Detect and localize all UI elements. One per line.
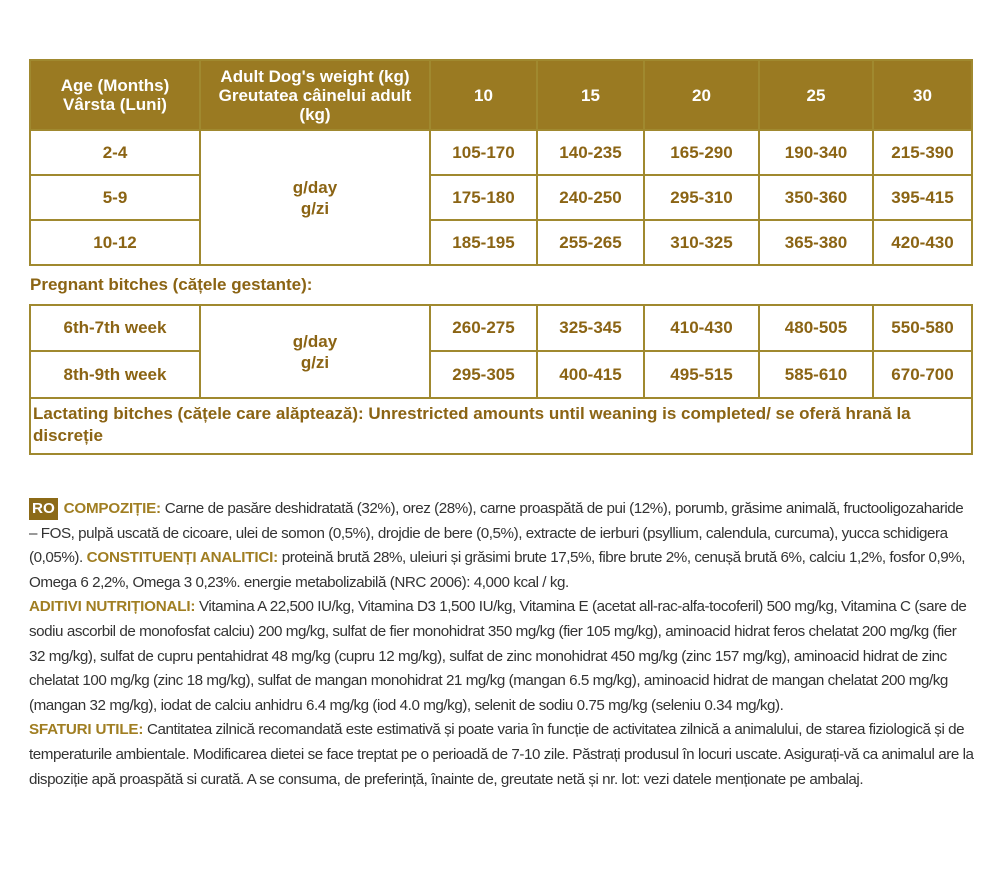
feeding-table-section	[29, 59, 971, 455]
tips-paragraph	[29, 718, 975, 792]
header-age: Age (Months) Vârsta (Luni)	[30, 60, 200, 130]
table-row	[30, 305, 972, 351]
value-cell: 190-340	[759, 130, 873, 175]
additives-text: Vitamina A 22,500 IU/kg, Vitamina D3 1,500 IU/kg, Vitamina E (acetat all-rac-alfa-tocoferil) 500 mg/kg, Vitamina C (sare de sodiu ascorbil de monofosfat calciu) 200 mg/kg, sulfat de fier monohidrat 350 mg/kg (fier 105 mg/kg), aminoacid hidrat feros chelatat 200 mg/kg (fier 32 mg/kg), sulfat de cupru pentahidrat 48 mg/kg (cupru 12 mg/kg), sulfat de zinc monohidrat 450 mg/kg (zinc 157 mg/kg), aminoacid hidrat de zinc chelatat 100 mg/kg (zinc 18 mg/kg), sulfat de mangan monohidrat 21 mg/kg (mangan 6.5 mg/kg), aminoacid hidrat de mangan chelatat 200 mg/kg (mangan 32 mg/kg), iodat de calciu anhidru 6.4 mg/kg (iod 4.0 mg/kg), selenit de sodiu 0.75 mg/kg (seleniu 0.34 mg/kg).	[29, 598, 967, 714]
age-cell: 6th-7th week	[30, 305, 200, 351]
pregnant-title: Pregnant bitches (cățele gestante):	[30, 265, 972, 305]
tips-heading: SFATURI UTILE:	[29, 721, 144, 739]
tips-text: Cantitatea zilnică recomandată este estimativă și poate varia în funcție de activitatea zilnică a animalului, de starea fiziologică și de temperaturile ambientale. Modificarea dietei se face treptat pe o perioadă de 7-10 zile. Păstrați produsul în locuri uscate. Asigurați-vă ca animalul are la dispoziție apă proaspătă si curată. A se consuma, de preferință, înainte de, greutate netă și nr. lot: vezi datele menționate pe ambalaj.	[29, 721, 974, 788]
header-weight-15: 15	[537, 60, 644, 130]
unit-cell: g/day g/zi	[200, 305, 430, 398]
additives-paragraph	[29, 595, 975, 718]
table-row	[30, 175, 972, 220]
value-cell: 215-390	[873, 130, 972, 175]
constituents-text: proteină brută 28%, uleiuri și grăsimi brute 17,5%, fibre brute 2%, cenușă brută 6%, calciu 1,2%, fosfor 0,9%, Omega 6 2,2%, Omega 3 0,23%. energie metabolizabilă (NRC 2006): 4,000 kcal / kg.	[29, 549, 966, 591]
header-weight-20: 20	[644, 60, 759, 130]
value-cell: 350-360	[759, 175, 873, 220]
value-cell: 255-265	[537, 220, 644, 265]
unit-cell: g/day g/zi	[200, 130, 430, 265]
age-cell: 10-12	[30, 220, 200, 265]
value-cell: 185-195	[430, 220, 537, 265]
lactating-note: Lactating bitches (cățele care alăptează): Unrestricted amounts until weaning is completed/ se oferă hrană la discreție	[30, 398, 972, 454]
header-weight-10: 10	[430, 60, 537, 130]
composition-paragraph	[29, 497, 975, 595]
header-weight: Adult Dog's weight (kg) Greutatea câinelui adult (kg)	[200, 60, 430, 130]
additives-heading: ADITIVI NUTRIȚIONALI:	[29, 598, 196, 616]
table-row	[30, 351, 972, 398]
pregnant-title-row	[30, 265, 972, 305]
value-cell: 260-275	[430, 305, 537, 351]
language-badge: RO	[29, 498, 58, 520]
age-cell: 5-9	[30, 175, 200, 220]
value-cell: 670-700	[873, 351, 972, 398]
value-cell: 585-610	[759, 351, 873, 398]
age-cell: 2-4	[30, 130, 200, 175]
table-header-row	[30, 60, 972, 130]
value-cell: 365-380	[759, 220, 873, 265]
header-weight-30: 30	[873, 60, 972, 130]
age-cell: 8th-9th week	[30, 351, 200, 398]
value-cell: 400-415	[537, 351, 644, 398]
composition-text: Carne de pasăre deshidratată (32%), orez (28%), carne proaspătă de pui (12%), porumb, grăsime animală, fructooligozaharide – FOS, pulpă uscată de cicoare, ulei de somon (0,5%), drojdie de bere (0,5%), extracte de ierburi (psyllium, calendula, curcuma), yucca schidigera (0,05%).	[29, 500, 964, 567]
value-cell: 480-505	[759, 305, 873, 351]
value-cell: 495-515	[644, 351, 759, 398]
lactating-row	[30, 398, 972, 454]
value-cell: 140-235	[537, 130, 644, 175]
table-row	[30, 220, 972, 265]
value-cell: 310-325	[644, 220, 759, 265]
value-cell: 325-345	[537, 305, 644, 351]
feeding-table	[29, 59, 973, 455]
value-cell: 105-170	[430, 130, 537, 175]
value-cell: 410-430	[644, 305, 759, 351]
table-row	[30, 130, 972, 175]
composition-section	[29, 497, 975, 792]
value-cell: 295-310	[644, 175, 759, 220]
value-cell: 550-580	[873, 305, 972, 351]
constituents-heading: CONSTITUENȚI ANALITICI:	[86, 549, 278, 567]
value-cell: 295-305	[430, 351, 537, 398]
value-cell: 240-250	[537, 175, 644, 220]
value-cell: 420-430	[873, 220, 972, 265]
composition-heading: COMPOZIȚIE:	[63, 500, 161, 517]
value-cell: 395-415	[873, 175, 972, 220]
value-cell: 165-290	[644, 130, 759, 175]
value-cell: 175-180	[430, 175, 537, 220]
header-weight-25: 25	[759, 60, 873, 130]
